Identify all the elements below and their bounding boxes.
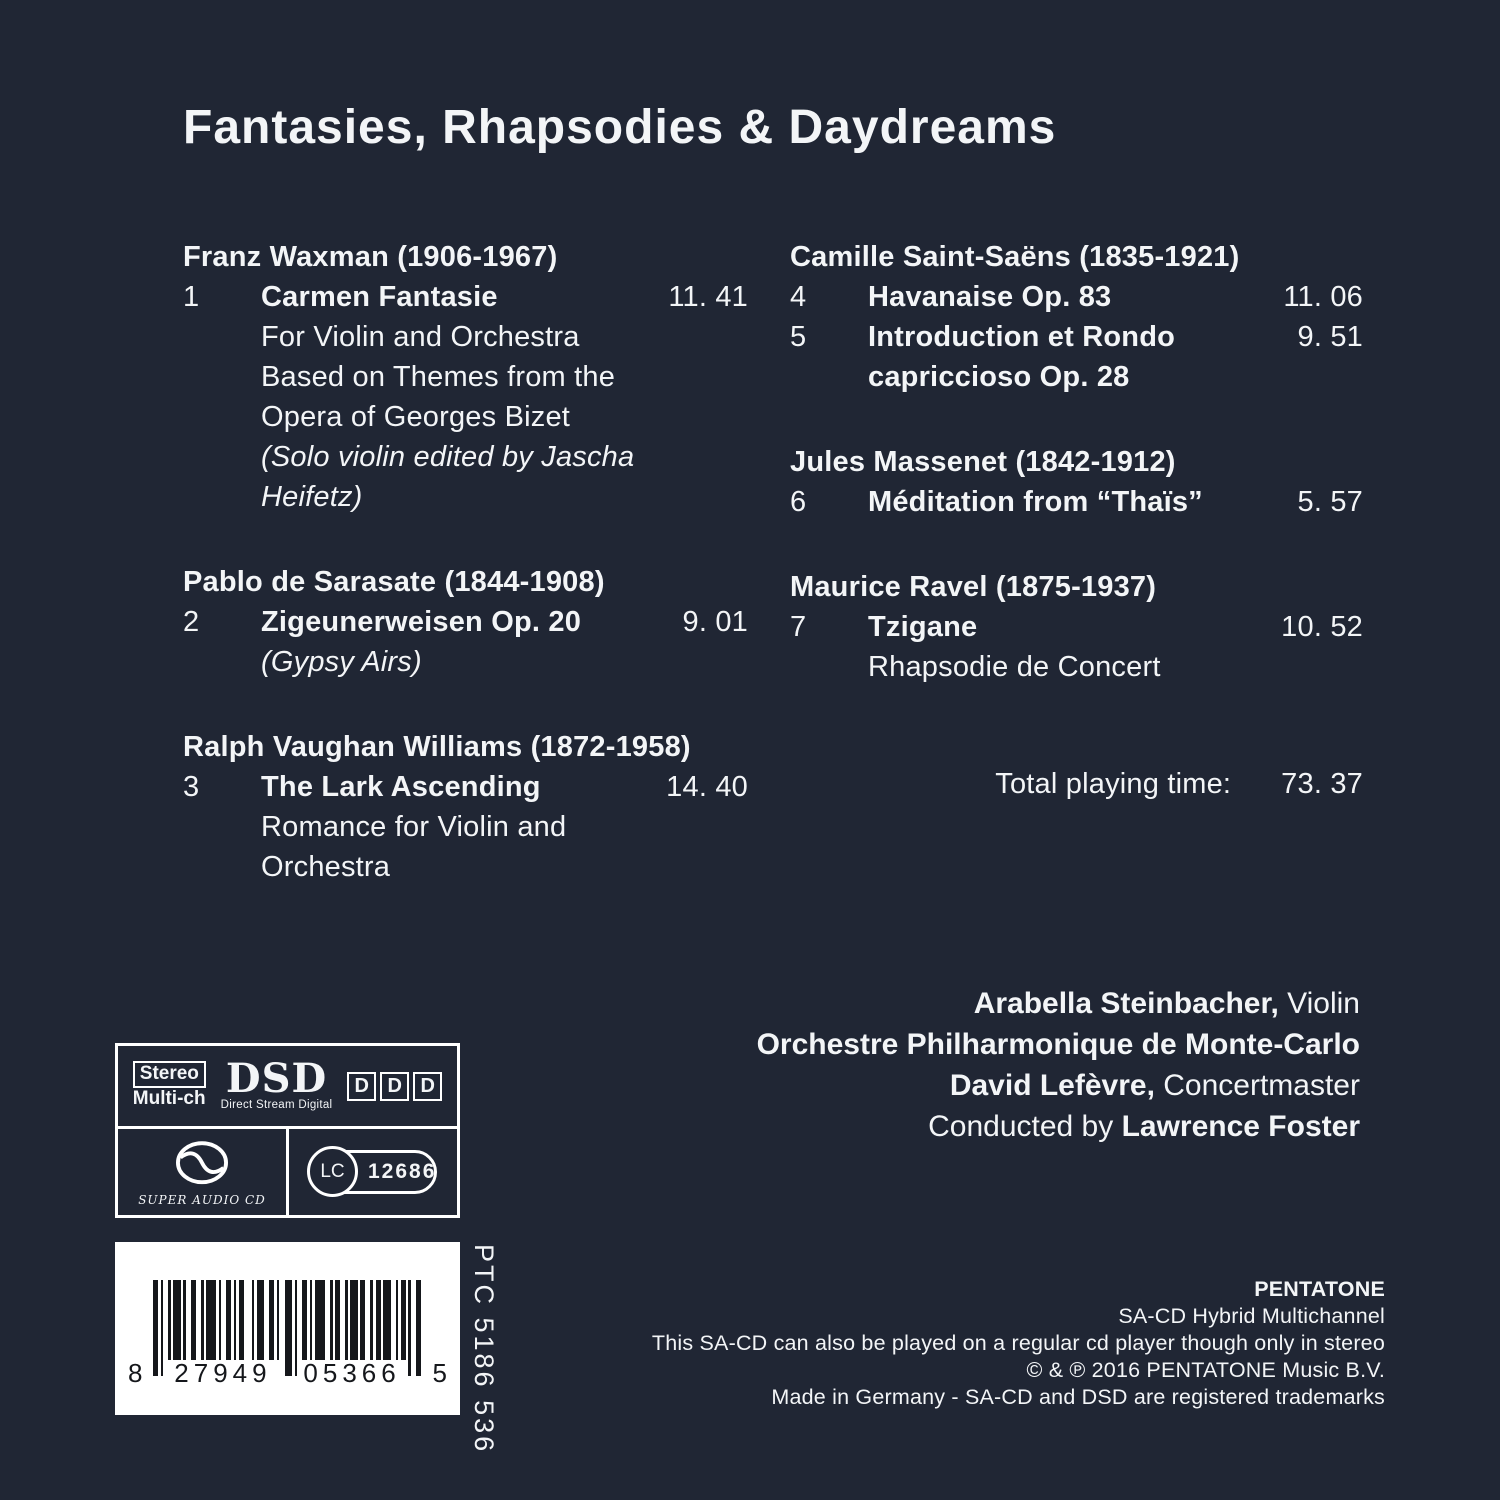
track-indent xyxy=(790,357,868,397)
label-info-line: PENTATONE xyxy=(1254,1277,1385,1301)
track-row xyxy=(790,317,1363,357)
barcode-bar xyxy=(269,1280,274,1360)
composer-section xyxy=(183,237,748,517)
track-number: 4 xyxy=(790,281,807,313)
barcode-bar xyxy=(302,1280,307,1360)
track-row xyxy=(790,482,1363,522)
credit-text: Arabella Steinbacher, xyxy=(973,987,1279,1020)
credit-line xyxy=(757,983,1360,1024)
credit-text: Violin xyxy=(1278,987,1360,1020)
track-duration: 5. 57 xyxy=(1297,486,1363,518)
label-info-line: SA-CD Hybrid Multichannel xyxy=(1118,1304,1385,1328)
super-audio-cd-logo xyxy=(118,1129,289,1215)
track-indent xyxy=(183,642,261,682)
track-subtitle-row xyxy=(183,642,748,682)
barcode-bar xyxy=(383,1280,391,1360)
track-subtitle-row xyxy=(183,437,748,477)
composer-section xyxy=(790,237,1363,397)
barcode-bar xyxy=(201,1280,204,1360)
credit-text: Conducted by xyxy=(928,1110,1122,1143)
credit-line xyxy=(757,1024,1360,1065)
track-subtitle: (Solo violin edited by Jascha xyxy=(261,441,635,473)
track-number: 7 xyxy=(790,611,807,643)
tracklist-left-column xyxy=(183,237,748,932)
track-number: 5 xyxy=(790,321,807,353)
format-logo-row xyxy=(118,1046,457,1129)
track-indent xyxy=(183,437,261,477)
catalog-number: PTC 5186 536 xyxy=(469,1244,499,1455)
track-indent xyxy=(183,847,261,887)
track-subtitle: Based on Themes from the xyxy=(261,361,616,393)
track-subtitle-row xyxy=(183,357,748,397)
ddd-letter: D xyxy=(380,1072,409,1101)
track-indent xyxy=(183,477,261,517)
composer-section xyxy=(183,562,748,682)
track-duration: 11. 06 xyxy=(1283,281,1363,313)
album-title: Fantasies, Rhapsodies & Daydreams xyxy=(183,101,1057,154)
barcode-bar xyxy=(330,1280,333,1360)
credit-text: Orchestre Philharmonique de Monte-Carlo xyxy=(756,1028,1360,1061)
composer-name: Maurice Ravel (1875-1937) xyxy=(790,571,1157,603)
tracklist-right-column xyxy=(790,237,1363,800)
track-row xyxy=(790,277,1363,317)
track-duration: 11. 41 xyxy=(668,281,748,313)
track-subtitle-row xyxy=(183,807,748,847)
track-row xyxy=(183,767,748,807)
barcode-bar xyxy=(350,1280,358,1360)
track-subtitle: capriccioso Op. 28 xyxy=(868,361,1130,393)
track-indent xyxy=(183,317,261,357)
barcode-bar xyxy=(310,1280,313,1360)
barcode-group-2: 05366 xyxy=(303,1358,401,1388)
barcode-bar xyxy=(376,1280,381,1360)
track-subtitle-row xyxy=(790,357,1363,397)
track-indent xyxy=(183,807,261,847)
track-subtitle: (Gypsy Airs) xyxy=(261,646,422,678)
track-subtitle: Rhapsodie de Concert xyxy=(868,651,1161,683)
barcode-bar xyxy=(315,1280,325,1360)
barcode-bar xyxy=(239,1280,244,1360)
track-duration: 14. 40 xyxy=(666,771,748,803)
track-number: 6 xyxy=(790,486,807,518)
track-title: The Lark Ascending xyxy=(261,771,541,803)
track-number: 2 xyxy=(183,606,200,638)
track-duration: 10. 52 xyxy=(1281,611,1363,643)
label-info-line: © & ℗ 2016 PENTATONE Music B.V. xyxy=(1026,1358,1385,1382)
format-logo-row-2 xyxy=(118,1129,457,1215)
ddd-letter: D xyxy=(347,1072,376,1101)
track-subtitle: For Violin and Orchestra xyxy=(261,321,580,353)
format-logo-box xyxy=(115,1043,460,1218)
composer-name: Jules Massenet (1842-1912) xyxy=(790,446,1176,478)
track-duration: 9. 51 xyxy=(1297,321,1363,353)
track-subtitle: Heifetz) xyxy=(261,481,363,513)
composer-name: Pablo de Sarasate (1844-1908) xyxy=(183,566,605,598)
composer-name: Franz Waxman (1906-1967) xyxy=(183,241,558,273)
credit-text: Concertmaster xyxy=(1154,1069,1360,1102)
track-subtitle-row xyxy=(183,847,748,887)
track-title: Carmen Fantasie xyxy=(261,281,498,313)
barcode-digit-right: 5 xyxy=(432,1358,447,1388)
total-playing-time-row xyxy=(790,764,1363,804)
barcode-bar xyxy=(168,1280,171,1360)
barcode-bar xyxy=(226,1280,231,1360)
track-row xyxy=(183,277,748,317)
track-title: Méditation from “Thaïs” xyxy=(868,486,1203,518)
barcode-bar xyxy=(345,1280,348,1360)
barcode-bar xyxy=(234,1280,237,1360)
lc-logo xyxy=(309,1150,437,1194)
label-info-block xyxy=(652,1276,1385,1411)
total-playing-time-label: Total playing time: xyxy=(995,768,1232,800)
lc-number: 12686 xyxy=(368,1160,437,1183)
barcode-digit-left: 8 xyxy=(128,1358,143,1388)
ddd-letter: D xyxy=(413,1072,442,1101)
track-subtitle: Romance for Violin and xyxy=(261,811,567,843)
sacd-caption: SUPER AUDIO CD xyxy=(138,1192,266,1207)
track-indent xyxy=(183,397,261,437)
track-row xyxy=(790,607,1363,647)
barcode xyxy=(115,1242,460,1415)
barcode-bar xyxy=(370,1280,373,1360)
track-subtitle-row xyxy=(183,317,748,357)
track-indent xyxy=(790,647,868,687)
multich-label: Multi-ch xyxy=(132,1088,206,1109)
track-title: Tzigane xyxy=(868,611,978,643)
composer-name: Camille Saint-Saëns (1835-1921) xyxy=(790,241,1240,273)
track-duration: 9. 01 xyxy=(682,606,748,638)
barcode-bar xyxy=(191,1280,196,1360)
composer-name: Ralph Vaughan Williams (1872-1958) xyxy=(183,731,691,763)
barcode-bar xyxy=(396,1280,399,1360)
dsd-subtitle: Direct Stream Digital xyxy=(220,1099,333,1111)
track-title: Zigeunerweisen Op. 20 xyxy=(261,606,582,638)
barcode-bar xyxy=(206,1280,216,1360)
composer-section xyxy=(790,567,1363,687)
track-subtitle-row xyxy=(790,647,1363,687)
stereo-label: Stereo xyxy=(133,1061,206,1088)
credit-line xyxy=(757,1065,1360,1106)
credit-text: Lawrence Foster xyxy=(1121,1110,1360,1143)
sacd-swirl-icon xyxy=(169,1138,235,1190)
composer-section xyxy=(790,442,1363,522)
track-subtitle: Opera of Georges Bizet xyxy=(261,401,571,433)
composer-section xyxy=(183,727,748,887)
barcode-bar xyxy=(360,1280,365,1360)
barcode-bar xyxy=(277,1280,280,1360)
barcode-bar xyxy=(252,1280,255,1360)
barcode-bar xyxy=(257,1280,265,1360)
track-subtitle-row xyxy=(183,477,748,517)
dsd-logo xyxy=(220,1055,333,1111)
barcode-bar xyxy=(173,1280,181,1360)
label-info-line: This SA-CD can also be played on a regular cd player though only in stereo xyxy=(651,1331,1385,1355)
barcode-bar xyxy=(401,1280,406,1360)
track-title: Havanaise Op. 83 xyxy=(868,281,1112,313)
track-row xyxy=(183,602,748,642)
barcode-bar xyxy=(219,1280,222,1360)
stereo-multich-logo xyxy=(133,1061,206,1111)
credit-text: David Lefèvre, xyxy=(949,1069,1155,1102)
lc-logo-cell xyxy=(289,1129,457,1215)
ddd-logo xyxy=(347,1072,442,1101)
track-number: 3 xyxy=(183,771,200,803)
barcode-digits xyxy=(115,1358,460,1389)
credit-line xyxy=(757,1106,1360,1147)
track-subtitle: Orchestra xyxy=(261,851,391,883)
track-title: Introduction et Rondo xyxy=(868,321,1176,353)
track-number: 1 xyxy=(183,281,200,313)
barcode-bar xyxy=(335,1280,340,1360)
barcode-bar xyxy=(183,1280,186,1360)
performer-credits xyxy=(757,983,1360,1147)
track-indent xyxy=(183,357,261,397)
total-playing-time-value: 73. 37 xyxy=(1281,768,1363,800)
track-subtitle-row xyxy=(183,397,748,437)
barcode-group-1: 27949 xyxy=(174,1358,272,1388)
label-info-line: Made in Germany - SA-CD and DSD are registered trademarks xyxy=(771,1385,1385,1409)
dsd-label: DSD xyxy=(225,1055,328,1102)
lc-label: LC xyxy=(307,1146,358,1197)
